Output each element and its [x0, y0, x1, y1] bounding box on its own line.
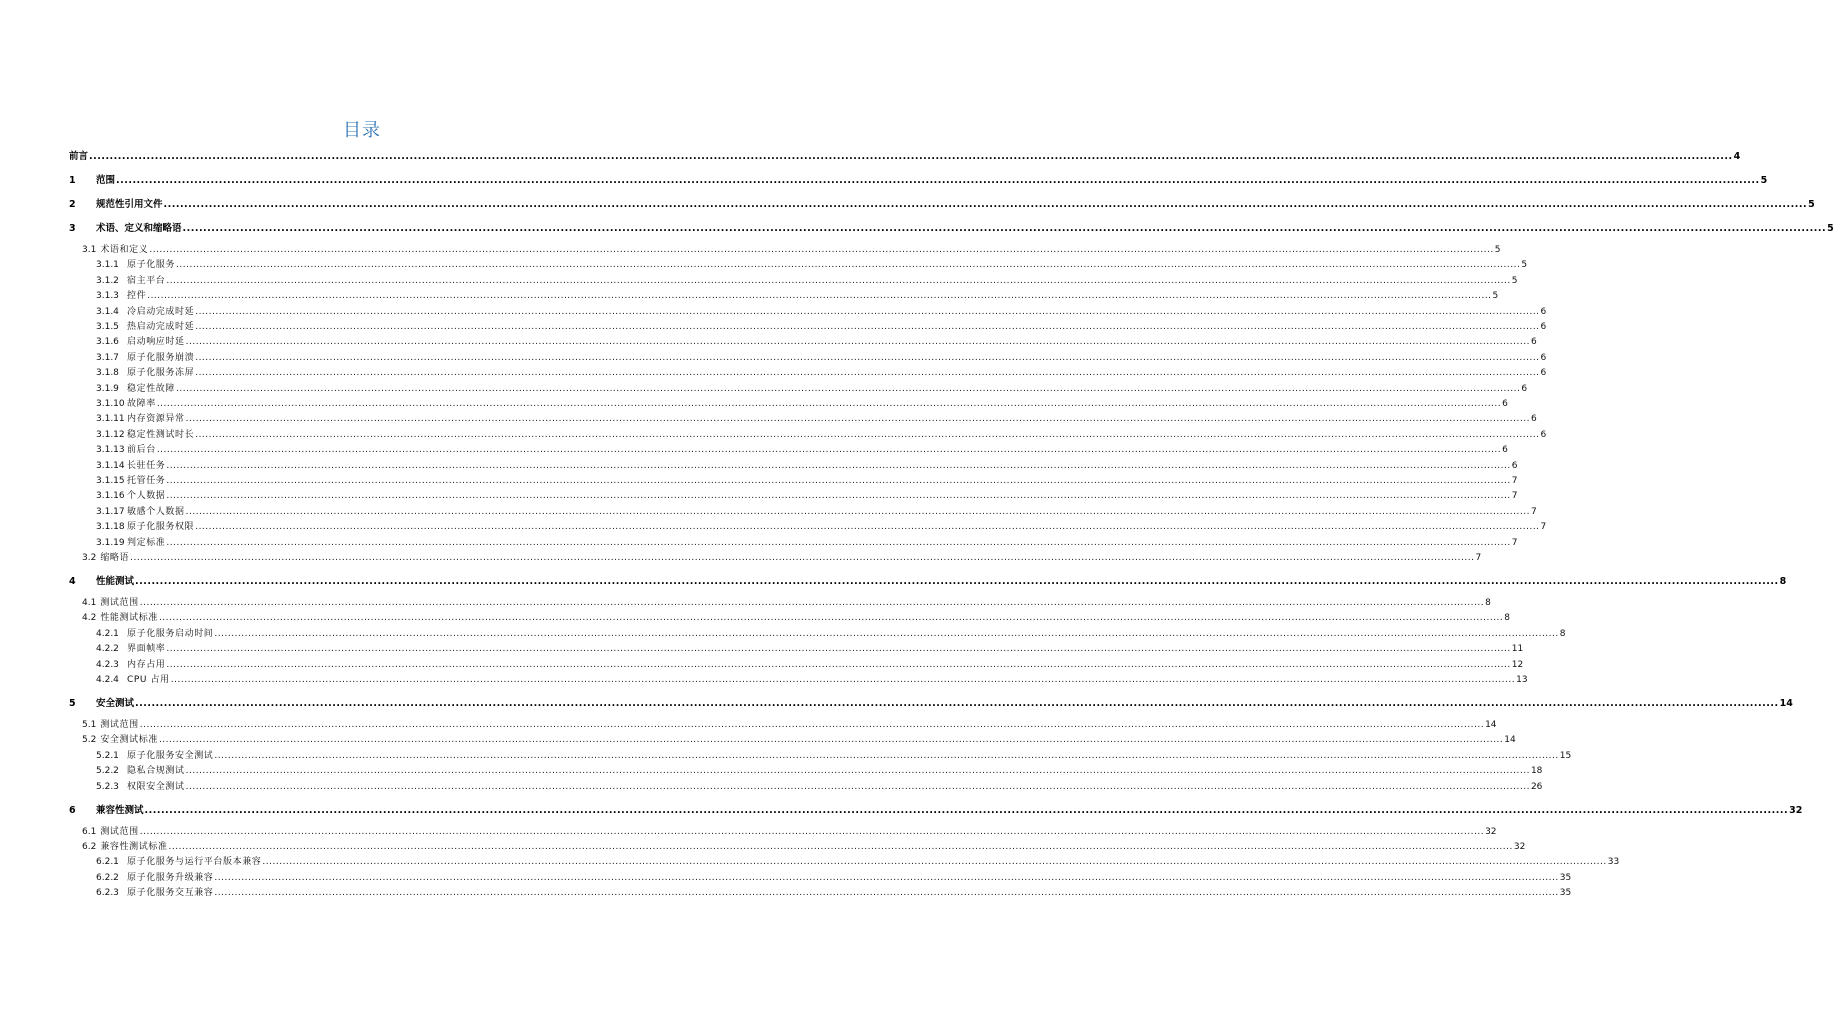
- toc-entry-number: 6.2.3: [96, 888, 119, 899]
- toc-entry-label: 长驻任务: [127, 460, 166, 471]
- toc-entry-number: 3.1.19: [96, 537, 125, 548]
- toc-entry-label: 术语和定义: [100, 245, 149, 255]
- toc-entry-number: 3.2: [82, 553, 97, 563]
- toc-entry-number: 3.1.4: [96, 306, 119, 317]
- toc-entry-label: 界面帧率: [127, 644, 166, 655]
- toc-entry-number: 3.1.15: [96, 476, 125, 486]
- toc-entry-label: 内存占用: [127, 659, 166, 670]
- toc-entry-number: 3.1.11: [96, 414, 125, 425]
- toc-entry-label: 敏感个人数据: [127, 506, 185, 517]
- toc-entry-number: 4.2.1: [96, 628, 119, 639]
- toc-entry-label: 范围: [96, 175, 116, 186]
- toc-entry[interactable]: [96, 258, 1528, 272]
- toc-entry-page: 6: [1540, 322, 1547, 332]
- toc-entry-page: 6: [1540, 306, 1547, 317]
- dot-leader: ................................................................................................................................................................................................................................................................................................................................................................................................................: [139, 826, 1485, 837]
- toc-entry-number: 6.2.2: [96, 872, 119, 883]
- toc-entry-label: 原子化服务: [127, 260, 176, 271]
- toc-entry-label: 原子化服务冻屏: [127, 368, 195, 379]
- toc-entry-label: 原子化服务权限: [127, 522, 195, 533]
- toc-entry-page: 6: [1502, 399, 1508, 409]
- toc-entry-number: 3.1.18: [96, 522, 125, 533]
- dot-leader: ................................................................................................................................................................................................................................................................................................................................................................................................................: [166, 644, 1511, 655]
- toc-entry-page: 12: [1511, 659, 1524, 670]
- toc-entry-number: 3.1.17: [96, 506, 125, 517]
- toc-entry[interactable]: [96, 274, 1518, 288]
- toc-entry-page: 6: [1530, 414, 1537, 425]
- toc-entry[interactable]: [96, 412, 1537, 426]
- dot-leader: ................................................................................................................................................................................................................................................................................................................................................................................................................: [195, 306, 1540, 317]
- dot-leader: ................................................................................................................................................................................................................................................................................................................................................................................................................: [214, 872, 1559, 883]
- toc-entry-page: 7: [1511, 491, 1518, 502]
- dot-leader: ................................................................................................................................................................................................................................................................................................................................................................................................................: [195, 368, 1540, 379]
- toc-entry-label: 规范性引用文件: [96, 199, 163, 210]
- toc-entry-label: 测试范围: [100, 598, 139, 608]
- toc-entry-page: 5: [1827, 223, 1834, 234]
- dot-leader: ................................................................................................................................................................................................................................................................................................................................................................................................................: [168, 842, 1513, 852]
- toc-entry[interactable]: [96, 382, 1528, 396]
- toc-entry-label: 原子化服务崩溃: [127, 352, 195, 363]
- toc-entry[interactable]: [96, 443, 1508, 457]
- toc-entry-label: 性能测试: [96, 576, 135, 587]
- toc-entry-page: 6: [1521, 383, 1528, 394]
- toc-entry[interactable]: [96, 366, 1547, 380]
- toc-entry[interactable]: [96, 780, 1543, 794]
- dot-leader: ................................................................................................................................................................................................................................................................................................................................................................................................................: [166, 476, 1511, 486]
- toc-entry[interactable]: [96, 658, 1524, 672]
- toc-entry[interactable]: [96, 397, 1508, 411]
- toc-entry[interactable]: [69, 222, 1834, 236]
- dot-leader: ................................................................................................................................................................................................................................................................................................................................................................................................................: [156, 399, 1502, 409]
- toc-entry[interactable]: [82, 243, 1501, 257]
- toc-entry-label: 故障率: [127, 399, 156, 409]
- toc-entry[interactable]: [82, 825, 1497, 839]
- toc-title: 目录: [343, 120, 381, 141]
- toc-entry-number: 5.2.3: [96, 781, 119, 792]
- toc-entry-label: 测试范围: [100, 826, 139, 837]
- toc-entry-label: 原子化服务升级兼容: [127, 872, 214, 883]
- toc-entry-number: 4.2.3: [96, 659, 119, 670]
- dot-leader: ................................................................................................................................................................................................................................................................................................................................................................................................................: [135, 698, 1779, 709]
- toc-entry[interactable]: [96, 886, 1572, 900]
- dot-leader: ................................................................................................................................................................................................................................................................................................................................................................................................................: [185, 781, 1530, 792]
- toc-entry[interactable]: [82, 596, 1491, 610]
- dot-leader: ................................................................................................................................................................................................................................................................................................................................................................................................................: [158, 613, 1504, 624]
- toc-entry-page: 33: [1607, 857, 1620, 868]
- dot-leader: ................................................................................................................................................................................................................................................................................................................................................................................................................: [158, 735, 1504, 746]
- toc-entry[interactable]: [82, 551, 1482, 565]
- toc-entry-number: 3.1.3: [96, 291, 119, 302]
- toc-entry[interactable]: [96, 489, 1518, 503]
- toc-entry-page: 18: [1530, 766, 1543, 777]
- dot-leader: ................................................................................................................................................................................................................................................................................................................................................................................................................: [182, 223, 1827, 234]
- toc-entry[interactable]: [96, 520, 1547, 534]
- toc-entry-number: 3.1.9: [96, 383, 119, 394]
- dot-leader: ................................................................................................................................................................................................................................................................................................................................................................................................................: [176, 383, 1521, 394]
- dot-leader: ................................................................................................................................................................................................................................................................................................................................................................................................................: [89, 151, 1733, 162]
- toc-entry-label: 性能测试标准: [100, 613, 158, 624]
- toc-entry-number: 3: [69, 223, 76, 234]
- toc-entry-page: 7: [1530, 506, 1537, 517]
- toc-entry-number: 1: [69, 175, 76, 186]
- toc-entry[interactable]: [96, 642, 1524, 656]
- toc-entry-number: 4: [69, 576, 76, 587]
- toc-entry-label: 测试范围: [100, 720, 139, 730]
- dot-leader: ................................................................................................................................................................................................................................................................................................................................................................................................................: [163, 199, 1808, 210]
- toc-entry-label: 隐私合规测试: [127, 766, 185, 777]
- toc-entry[interactable]: [96, 474, 1518, 488]
- dot-leader: ................................................................................................................................................................................................................................................................................................................................................................................................................: [130, 553, 1475, 563]
- dot-leader: ................................................................................................................................................................................................................................................................................................................................................................................................................: [185, 414, 1530, 425]
- toc-entry-page: 7: [1511, 476, 1518, 486]
- toc-entry-number: 3.1.13: [96, 445, 125, 456]
- dot-leader: ................................................................................................................................................................................................................................................................................................................................................................................................................: [170, 675, 1516, 685]
- toc-entry-label: 冷启动完成时延: [127, 306, 195, 317]
- toc-entry-label: 热启动完成时延: [127, 322, 195, 332]
- dot-leader: ................................................................................................................................................................................................................................................................................................................................................................................................................: [214, 750, 1559, 761]
- dot-leader: ................................................................................................................................................................................................................................................................................................................................................................................................................: [166, 659, 1511, 670]
- toc-entry-label: 原子化服务启动时间: [127, 628, 214, 639]
- toc-entry[interactable]: [82, 840, 1526, 854]
- dot-leader: ................................................................................................................................................................................................................................................................................................................................................................................................................: [195, 522, 1540, 533]
- toc-entry[interactable]: [96, 428, 1547, 442]
- toc-entry-label: 稳定性测试时长: [127, 429, 195, 440]
- toc-entry-page: 5: [1808, 199, 1815, 210]
- dot-leader: ................................................................................................................................................................................................................................................................................................................................................................................................................: [195, 429, 1540, 440]
- toc-entry[interactable]: [96, 289, 1499, 303]
- toc-entry[interactable]: [69, 198, 1815, 212]
- toc-entry-page: 35: [1559, 888, 1572, 899]
- toc-entry[interactable]: [82, 611, 1511, 625]
- toc-entry-page: 7: [1540, 522, 1547, 533]
- toc-entry[interactable]: [96, 764, 1543, 778]
- dot-leader: ................................................................................................................................................................................................................................................................................................................................................................................................................: [195, 322, 1540, 332]
- toc-entry-label: 兼容性测试: [96, 804, 144, 816]
- toc-entry-number: 4.2.4: [96, 675, 119, 685]
- toc-entry[interactable]: [96, 335, 1537, 349]
- toc-entry-label: 前后台: [127, 445, 156, 456]
- toc-entry-label: 宿主平台: [127, 275, 166, 286]
- toc-entry-page: 13: [1516, 675, 1528, 685]
- toc-entry-number: 4.2: [82, 613, 97, 624]
- toc-entry-label: 原子化服务交互兼容: [127, 888, 214, 899]
- toc-entry-label: 安全测试: [96, 698, 135, 709]
- toc-entry-label: 个人数据: [127, 491, 166, 502]
- toc-entry-page: 5: [1511, 275, 1518, 286]
- toc-entry-page: 14: [1485, 720, 1497, 730]
- toc-entry-number: 6.1: [82, 826, 97, 837]
- toc-entry-page: 15: [1559, 750, 1572, 761]
- toc-entry-page: 32: [1789, 804, 1803, 816]
- dot-leader: ................................................................................................................................................................................................................................................................................................................................................................................................................: [214, 628, 1559, 639]
- toc-entry-label: 判定标准: [127, 537, 166, 548]
- toc-entry-label: 原子化服务安全测试: [127, 750, 214, 761]
- toc-entry-number: 3.1.6: [96, 337, 119, 348]
- dot-leader: ................................................................................................................................................................................................................................................................................................................................................................................................................: [176, 260, 1521, 271]
- toc-entry-page: 14: [1779, 698, 1793, 709]
- toc-entry[interactable]: [96, 305, 1547, 319]
- toc-entry-label: 兼容性测试标准: [100, 842, 168, 852]
- toc-entry-page: 8: [1559, 628, 1566, 639]
- toc-entry[interactable]: [82, 733, 1516, 747]
- toc-entry-page: 5: [1760, 175, 1768, 186]
- toc-entry[interactable]: [96, 505, 1537, 519]
- toc-entry-page: 35: [1559, 872, 1572, 883]
- toc-entry-number: 3.1.14: [96, 460, 125, 471]
- dot-leader: ................................................................................................................................................................................................................................................................................................................................................................................................................: [262, 857, 1607, 868]
- toc-entry-label: 稳定性故障: [127, 383, 176, 394]
- toc-entry-page: 5: [1492, 291, 1499, 302]
- toc-entry[interactable]: [69, 150, 1741, 164]
- toc-entry-number: 3.1.2: [96, 275, 119, 286]
- toc-entry-number: 3.1.5: [96, 322, 119, 332]
- toc-entry[interactable]: [96, 459, 1518, 473]
- toc-entry[interactable]: [69, 174, 1768, 188]
- toc-entry-label: 原子化服务与运行平台版本兼容: [127, 857, 262, 868]
- dot-leader: ................................................................................................................................................................................................................................................................................................................................................................................................................: [149, 245, 1494, 255]
- toc-entry-page: 7: [1511, 537, 1518, 548]
- toc-entry-page: 6: [1511, 460, 1518, 471]
- toc-entry-number: 5.2.1: [96, 750, 119, 761]
- toc-entry-number: 3.1.1: [96, 260, 119, 271]
- toc-entry-page: 8: [1485, 598, 1491, 608]
- dot-leader: ................................................................................................................................................................................................................................................................................................................................................................................................................: [139, 598, 1485, 608]
- toc-entry[interactable]: [96, 871, 1572, 885]
- toc-entry-label: 权限安全测试: [127, 781, 185, 792]
- dot-leader: ................................................................................................................................................................................................................................................................................................................................................................................................................: [166, 275, 1511, 286]
- toc-entry-page: 32: [1485, 826, 1497, 837]
- toc-entry-page: 6: [1540, 429, 1547, 440]
- toc-entry-page: 5: [1494, 245, 1501, 255]
- toc-entry-label: 控件: [127, 291, 147, 302]
- toc-entry-label: 安全测试标准: [100, 735, 158, 746]
- toc-entry-number: 5.1: [82, 720, 97, 730]
- dot-leader: ................................................................................................................................................................................................................................................................................................................................................................................................................: [156, 445, 1502, 456]
- toc-entry-page: 6: [1540, 352, 1547, 363]
- toc-entry-page: 5: [1521, 260, 1528, 271]
- toc-entry-page: 7: [1475, 553, 1482, 563]
- toc-entry-number: 4.2.2: [96, 644, 119, 655]
- toc-entry-number: 5.2: [82, 735, 97, 746]
- toc-entry-page: 6: [1502, 445, 1508, 456]
- toc-entry-label: CPU 占用: [127, 675, 170, 685]
- dot-leader: ................................................................................................................................................................................................................................................................................................................................................................................................................: [166, 537, 1511, 548]
- dot-leader: ................................................................................................................................................................................................................................................................................................................................................................................................................: [139, 720, 1485, 730]
- toc-entry-number: 6.2.1: [96, 857, 119, 868]
- toc-entry-label: 启动响应时延: [127, 337, 185, 348]
- toc-entry[interactable]: [96, 855, 1620, 869]
- toc-entry-number: 3.1.8: [96, 368, 119, 379]
- toc-entry-label: 前言: [69, 151, 89, 162]
- toc-entry-number: 4.1: [82, 598, 97, 608]
- dot-leader: ................................................................................................................................................................................................................................................................................................................................................................................................................: [214, 888, 1559, 899]
- toc-entry-number: 5.2.2: [96, 766, 119, 777]
- dot-leader: ................................................................................................................................................................................................................................................................................................................................................................................................................: [185, 766, 1530, 777]
- toc-entry-number: 5: [69, 698, 76, 709]
- dot-leader: ................................................................................................................................................................................................................................................................................................................................................................................................................: [185, 506, 1530, 517]
- toc-entry-number: 3.1.16: [96, 491, 125, 502]
- dot-leader: ................................................................................................................................................................................................................................................................................................................................................................................................................: [166, 491, 1511, 502]
- toc-entry-number: 3.1.7: [96, 352, 119, 363]
- dot-leader: ................................................................................................................................................................................................................................................................................................................................................................................................................: [144, 804, 1789, 816]
- toc-entry-page: 8: [1504, 613, 1511, 624]
- toc-entry-label: 术语、定义和缩略语: [96, 223, 182, 234]
- toc-entry[interactable]: [96, 351, 1547, 365]
- toc-entry-number: 2: [69, 199, 76, 210]
- toc-entry-page: 6: [1530, 337, 1537, 348]
- toc-entry[interactable]: [96, 749, 1572, 763]
- toc-entry[interactable]: [69, 697, 1793, 711]
- toc-entry[interactable]: [69, 575, 1787, 589]
- toc-entry-page: 4: [1733, 151, 1741, 162]
- toc-entry-label: 内存资源异常: [127, 414, 185, 425]
- dot-leader: ................................................................................................................................................................................................................................................................................................................................................................................................................: [135, 576, 1779, 587]
- dot-leader: ................................................................................................................................................................................................................................................................................................................................................................................................................: [185, 337, 1530, 348]
- toc-entry[interactable]: [82, 718, 1497, 732]
- toc-entry[interactable]: [96, 536, 1518, 550]
- toc-entry-number: 6.2: [82, 842, 97, 852]
- toc-entry-page: 14: [1504, 735, 1516, 746]
- dot-leader: ................................................................................................................................................................................................................................................................................................................................................................................................................: [195, 352, 1540, 363]
- toc-entry-number: 3.1.10: [96, 399, 125, 409]
- toc-entry-page: 6: [1540, 368, 1547, 379]
- toc-entry-label: 缩略语: [100, 553, 130, 563]
- toc-entry[interactable]: [96, 673, 1528, 687]
- toc-entry-page: 26: [1530, 781, 1543, 792]
- toc-entry-number: 3.1: [82, 245, 97, 255]
- dot-leader: ................................................................................................................................................................................................................................................................................................................................................................................................................: [147, 291, 1492, 302]
- dot-leader: ................................................................................................................................................................................................................................................................................................................................................................................................................: [166, 460, 1511, 471]
- toc-entry-number: 6: [69, 804, 76, 816]
- toc-entry-page: 11: [1511, 644, 1524, 655]
- toc-entry-label: 托管任务: [127, 476, 166, 486]
- toc-entry[interactable]: [96, 320, 1547, 334]
- toc-entry-page: 8: [1779, 576, 1787, 587]
- dot-leader: ................................................................................................................................................................................................................................................................................................................................................................................................................: [116, 175, 1760, 186]
- toc-entry-page: 32: [1513, 842, 1526, 852]
- toc-entry-number: 3.1.12: [96, 429, 125, 440]
- toc-entry[interactable]: [69, 804, 1803, 818]
- toc-entry[interactable]: [96, 627, 1566, 641]
